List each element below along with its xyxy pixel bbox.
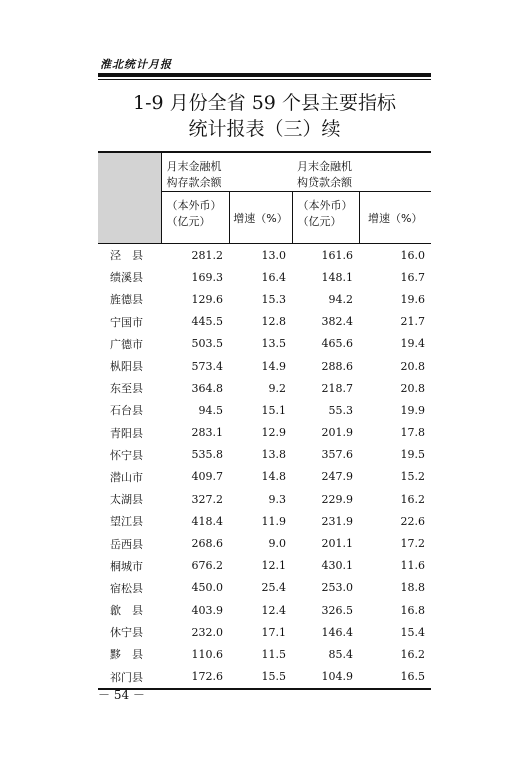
deposit-balance-cell: 403.9	[191, 603, 223, 617]
loan-balance-cell: 201.9	[321, 426, 353, 440]
deposit-growth-cell: 13.5	[261, 337, 286, 351]
loan-growth-cell: 16.5	[359, 666, 431, 689]
table-row	[98, 355, 431, 377]
deposit-balance-cell: 409.7	[191, 470, 223, 484]
table-row	[98, 266, 431, 288]
deposit-balance-cell: 172.6	[161, 666, 229, 689]
loan-balance-cell: 465.6	[321, 337, 353, 351]
deposit-header-line: 月末金融机	[166, 160, 222, 173]
table-row	[98, 577, 431, 599]
loan-growth-cell: 19.4	[400, 337, 425, 351]
deposit-amount-header	[161, 192, 229, 244]
county-name: 怀宁县	[110, 448, 143, 462]
table-row	[98, 666, 431, 689]
deposit-balance-cell: 573.4	[191, 359, 223, 373]
loan-growth-cell: 22.6	[400, 514, 425, 528]
deposit-growth-cell: 12.9	[261, 426, 286, 440]
loan-growth-cell: 20.8	[400, 381, 425, 395]
loan-balance-cell: 148.1	[321, 270, 353, 284]
table-row	[98, 510, 431, 532]
deposit-growth-cell: 9.0	[268, 537, 286, 551]
loan-growth-cell: 21.7	[400, 315, 425, 329]
deposit-unit-line: （本外币）	[166, 199, 222, 212]
deposit-growth-cell: 9.2	[268, 381, 286, 395]
deposit-growth-cell: 25.4	[261, 581, 286, 595]
deposit-balance-cell: 283.1	[191, 426, 223, 440]
loan-growth-cell: 15.2	[400, 470, 425, 484]
loan-balance-cell: 231.9	[321, 514, 353, 528]
deposit-rate-header: 增速（%）	[229, 192, 292, 244]
county-name: 宁国市	[110, 315, 143, 329]
deposit-growth-cell: 12.4	[261, 603, 286, 617]
county-name: 石台县	[110, 404, 143, 418]
loan-growth-cell: 20.8	[400, 359, 425, 373]
loan-balance-cell: 382.4	[321, 315, 353, 329]
deposit-growth-cell: 15.1	[261, 403, 286, 417]
deposit-balance-cell: 418.4	[191, 514, 223, 528]
deposit-growth-cell: 11.5	[261, 647, 286, 661]
loan-balance-cell: 218.7	[321, 381, 353, 395]
county-name: 绩溪县	[110, 271, 143, 285]
county-name: 黟 县	[110, 648, 143, 662]
loan-growth-cell: 17.2	[400, 537, 425, 551]
deposit-balance-cell: 169.3	[191, 270, 223, 284]
table-row	[98, 621, 431, 643]
table-row	[98, 444, 431, 466]
deposit-growth-cell: 12.8	[261, 315, 286, 329]
loan-amount-header	[292, 192, 359, 244]
deposit-growth-cell: 14.9	[261, 359, 286, 373]
table-row	[98, 244, 431, 267]
loan-rate-header: 增速（%）	[359, 192, 431, 244]
table-row	[98, 333, 431, 355]
table-row	[98, 311, 431, 333]
deposit-growth-cell: 11.9	[261, 514, 286, 528]
loan-group-header	[292, 152, 431, 192]
deposit-growth-cell: 16.4	[261, 270, 286, 284]
loan-balance-cell: 247.9	[321, 470, 353, 484]
county-name: 广德市	[110, 337, 143, 351]
loan-balance-cell: 94.2	[328, 292, 353, 306]
deposit-header-line: 构存款余额	[166, 176, 222, 189]
county-name: 旌德县	[110, 293, 143, 307]
table-body	[98, 244, 431, 689]
deposit-group-header	[161, 152, 292, 192]
table-row	[98, 288, 431, 310]
loan-balance-cell: 430.1	[321, 559, 353, 573]
deposit-balance-cell: 129.6	[191, 292, 223, 306]
county-name: 泾 县	[110, 249, 143, 263]
loan-growth-cell: 11.6	[400, 559, 425, 573]
loan-unit-line: （本外币）	[297, 199, 353, 212]
loan-header-line: 月末金融机	[297, 160, 352, 173]
table-row	[98, 488, 431, 510]
deposit-balance-cell: 364.8	[191, 381, 223, 395]
deposit-balance-cell: 503.5	[191, 337, 223, 351]
deposit-growth-cell: 14.8	[261, 470, 286, 484]
deposit-unit-line: （亿元）	[166, 215, 211, 228]
table-row	[98, 466, 431, 488]
deposit-balance-cell: 110.6	[191, 647, 223, 661]
table-row	[98, 643, 431, 665]
loan-balance-cell: 253.0	[321, 581, 353, 595]
deposit-balance-cell: 232.0	[191, 625, 223, 639]
loan-balance-cell: 55.3	[328, 403, 353, 417]
header-rule-thin	[98, 79, 431, 80]
deposit-growth-cell: 9.3	[268, 492, 286, 506]
loan-growth-cell: 19.9	[400, 403, 425, 417]
stub-header	[98, 152, 161, 244]
county-name: 太湖县	[110, 493, 143, 507]
page-title-line-2: 统计报表（三）续	[188, 118, 341, 140]
deposit-growth-cell: 15.3	[261, 292, 286, 306]
loan-unit-line: （亿元）	[297, 215, 342, 228]
loan-growth-cell: 17.8	[400, 426, 425, 440]
table-row	[98, 599, 431, 621]
county-name: 枞阳县	[110, 360, 143, 374]
table-row	[98, 555, 431, 577]
county-name: 岳西县	[110, 537, 143, 551]
deposit-growth-cell: 13.0	[261, 248, 286, 262]
table-row	[98, 422, 431, 444]
loan-growth-cell: 16.0	[400, 248, 425, 262]
loan-growth-cell: 19.6	[400, 292, 425, 306]
county-name: 祁门县	[98, 666, 161, 689]
loan-growth-cell: 18.8	[400, 581, 425, 595]
loan-balance-cell: 201.1	[321, 537, 353, 551]
county-name: 桐城市	[110, 559, 143, 573]
deposit-balance-cell: 327.2	[191, 492, 223, 506]
page-number: － 54 －	[98, 688, 145, 702]
deposit-growth-cell: 13.8	[261, 448, 286, 462]
header-rule-thick	[98, 73, 431, 77]
loan-growth-cell: 16.7	[400, 270, 425, 284]
loan-balance-cell: 104.9	[292, 666, 359, 689]
loan-growth-cell: 16.2	[400, 647, 425, 661]
loan-balance-cell: 161.6	[321, 248, 353, 262]
loan-balance-cell: 357.6	[321, 448, 353, 462]
deposit-growth-cell: 15.5	[229, 666, 292, 689]
deposit-balance-cell: 676.2	[191, 559, 223, 573]
county-name: 休宁县	[110, 626, 143, 640]
deposit-growth-cell: 17.1	[261, 625, 286, 639]
deposit-balance-cell: 268.6	[191, 537, 223, 551]
loan-growth-cell: 19.5	[400, 448, 425, 462]
page-title-line-1: 1-9 月份全省 59 个县主要指标	[133, 92, 396, 114]
table-row	[98, 399, 431, 421]
running-header-title: 淮北统计月报	[100, 58, 172, 71]
county-name: 潜山市	[110, 470, 143, 484]
statistics-table	[98, 151, 431, 690]
table-row	[98, 532, 431, 554]
county-name: 歙 县	[110, 604, 143, 618]
loan-balance-cell: 229.9	[321, 492, 353, 506]
loan-growth-cell: 15.4	[400, 625, 425, 639]
loan-balance-cell: 326.5	[321, 603, 353, 617]
county-name: 宿松县	[110, 581, 143, 595]
loan-growth-cell: 16.8	[400, 603, 425, 617]
loan-balance-cell: 85.4	[328, 647, 353, 661]
county-name: 东至县	[110, 382, 143, 396]
county-name: 青阳县	[110, 426, 143, 440]
loan-balance-cell: 288.6	[321, 359, 353, 373]
deposit-balance-cell: 445.5	[191, 315, 223, 329]
loan-growth-cell: 16.2	[400, 492, 425, 506]
deposit-balance-cell: 94.5	[198, 403, 223, 417]
deposit-growth-cell: 12.1	[261, 559, 286, 573]
loan-balance-cell: 146.4	[321, 625, 353, 639]
deposit-balance-cell: 281.2	[191, 248, 223, 262]
county-name: 望江县	[110, 515, 143, 529]
table-row	[98, 377, 431, 399]
deposit-balance-cell: 535.8	[191, 448, 223, 462]
loan-header-line: 构贷款余额	[297, 176, 352, 189]
deposit-balance-cell: 450.0	[191, 581, 223, 595]
